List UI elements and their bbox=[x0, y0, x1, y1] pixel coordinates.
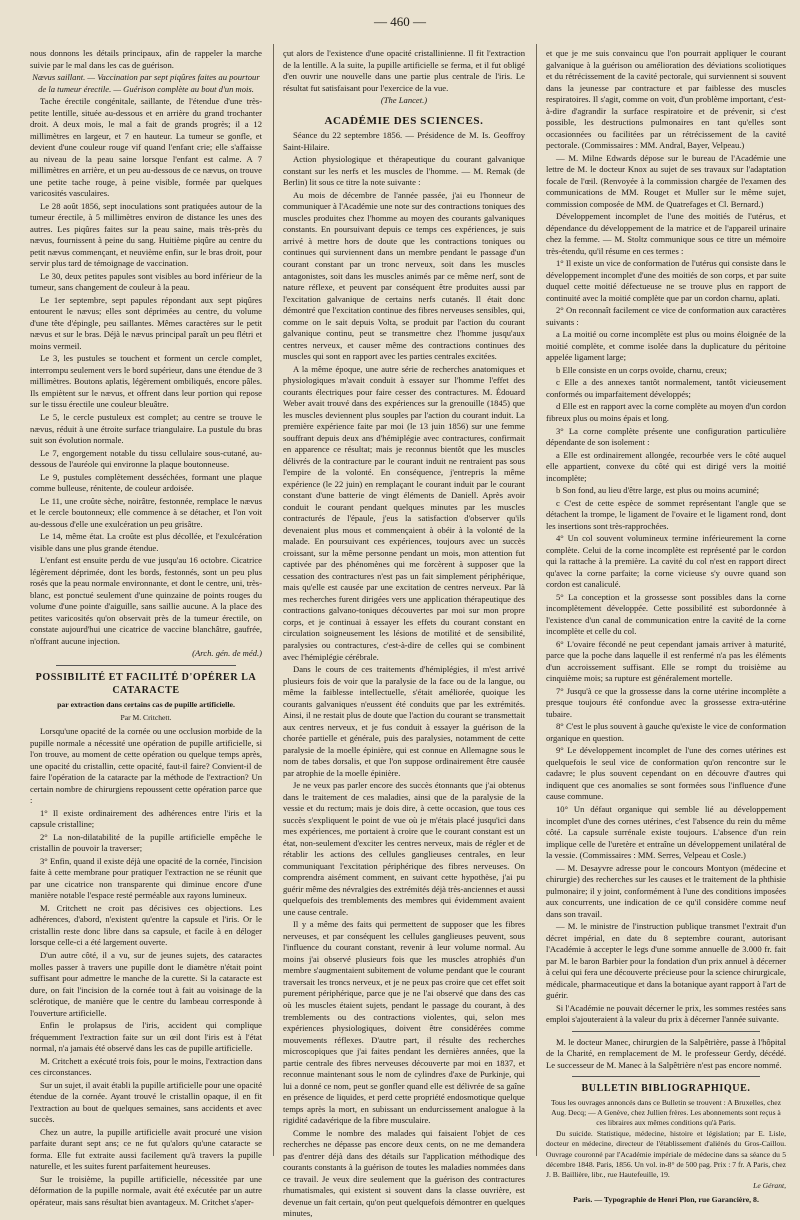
appointment-notice: M. le docteur Manec, chirurgien de la Salpêtrière, passe à l'hôpital de la Charité, en remplacement de M. le professeur Gerdy, décédé. Le successeur de M. Manec à la Salpêtrière n'est pas encore nommé. bbox=[546, 1036, 786, 1070]
academie-continued bbox=[546, 48, 786, 1026]
paragraph: 1° Il existe ordinairement des adhérences entre l'iris et la capsule cristalline; bbox=[30, 807, 262, 830]
section-rule bbox=[56, 665, 236, 666]
paragraph: Sur un sujet, il avait établi la pupille artificielle pour une opacité étendue de la cornée. Ayant trouvé le cristallin opaque, il en fit l'extraction au bout de quelques semaines, sans accidents et avec succès. bbox=[30, 1079, 262, 1125]
paragraph: Le 11, une croûte sèche, noirâtre, festonnée, remplace le nævus et le cercle boutonneux; elle commence à se détacher, et l'on voit au-dessous d'elle une exulcération un peu grisâtre. bbox=[30, 495, 262, 529]
bulletin-entry: Du suicide. Statistique, médecine, histoire et législation; par E. Lisle, docteur en médecine, directeur de l'établissement d'aliénés du Gros-Caillou. Ouvrage couronné par l'Académie impériale de médecine dans sa séance du 5 décembre 1848. Paris, 1856. Un vol. in-8° de 500 pag. Prix : 7 fr. A Paris, chez J. B. Baillière, libr., rue Hautefeuille, 19. bbox=[546, 1129, 786, 1179]
paragraph: a Elle est ordinairement allongée, recourbée vers le côté auquel elle appartient, convexe du côté qui est dirigé vers la moitié incomplète; bbox=[546, 449, 786, 483]
paragraph: — M. Desayvre adresse pour le concours Montyon (médecine et chirurgie) des recherches sur les causes et le traitement de la phthisie pulmonaire; il y joint, conformément à l'une des conditions imposées aux concurrents, une indication de ce qu'il considère comme neuf dans son travail. bbox=[546, 862, 786, 919]
paragraph: a La moitié ou corne incomplète est plus ou moins éloignée de la moitié complète, et comme isolée dans la duplicature du péritoine appelée ligament large; bbox=[546, 329, 786, 363]
paragraph: L'enfant est ensuite perdu de vue jusqu'au 16 octobre. Cicatrice légèrement déprimée, dont les bords, festonnés, sont un peu plus rosés que la peau normale environnante, et dont le centre, uni, très-blanc, est ponctué seulement d'une quinzaine de points rouges du volume d'une pointe d'aiguille, sans saillie aucune. A la place des petites varicosités qu'on observait près de la tumeur érectile, on constate aujourd'hui une cicatrice de vaccine blanchâtre, gaufrée, n'offrant aucune injection. bbox=[30, 555, 262, 646]
paragraph: M. Critchett a exécuté trois fois, pour le moins, l'extraction dans ces circonstances. bbox=[30, 1055, 262, 1078]
bulletin-heading: BULLETIN BIBLIOGRAPHIQUE. bbox=[581, 1083, 751, 1095]
paragraph: Le 9, pustules complètement desséchées, formant une plaque comme bulleuse, rénitente, de couleur ardoisée. bbox=[30, 471, 262, 494]
paragraph: çut alors de l'existence d'une opacité cristallinienne. Il fit l'extraction de la lentille. A la suite, la pupille artificielle se ferma, et il fut obligé d'en ouvrir une nouvelle dans une partie plus centrale de l'iris. Le résultat fut satisfaisant pour l'exercice de la vue. bbox=[283, 48, 525, 93]
paragraph: Nævus saillant. — Vaccination par sept piqûres faites au pourtour de la tumeur érectile. — Guérison complète au bout d'un mois. bbox=[32, 72, 260, 94]
paragraph: (The Lancet.) bbox=[380, 95, 428, 106]
cataract-article-end bbox=[283, 48, 525, 107]
bulletin-intro: Tous les ouvrages annoncés dans ce Bulletin se trouvent : A Bruxelles, chez Aug. Decq; — A Genève, chez Jullien frères. Les abonnements sont reçus à ces libraires aux mêmes conditions qu'à Paris. bbox=[551, 1097, 781, 1128]
paragraph: 9° Le développement incomplet de l'une des cornes utérines est quelquefois le seul vice de conformation qu'on rencontre sur le cadavre; le plus souvent cependant on en découvre d'autres qui indiquent que ces anomalies se sont formées sous l'influence d'une cause commune. bbox=[546, 745, 786, 802]
cataract-article-author: Par M. Critchett. bbox=[120, 713, 172, 723]
paragraph: Séance du 22 septembre 1856. — Présidence de M. Is. Geoffroy Saint-Hilaire. bbox=[283, 130, 525, 152]
case-report bbox=[30, 48, 262, 660]
paragraph: Lorsqu'une opacité de la cornée ou une occlusion morbide de la pupille normale a nécessité une opération de pupille artificielle, si l'on trouve, au moment de cette opération ou quelque temps après, une opacité du cristallin, cette opacité, faut-il faire? Convient-il de faire l'opération de la cataracte par la méthode de l'extraction? Un certain nombre de chirurgiens repoussent cette opération parce que : bbox=[30, 726, 262, 806]
paragraph: 4° Un col souvent volumineux termine inférieurement la corne complète. Celui de la corne incomplète est représenté par le cordon qui la rattache à la première. La cavité du col n'est en rapport direct qu'avec la corne parfaite; la corne vicieuse s'y ouvre quand son cordon est canaliculé. bbox=[546, 533, 786, 590]
paragraph: 8° C'est le plus souvent à gauche qu'existe le vice de conformation organique en question. bbox=[546, 721, 786, 743]
academie-heading: ACADÉMIE DES SCIENCES. bbox=[324, 114, 484, 127]
academie-session-body bbox=[283, 130, 525, 1219]
paragraph: — M. le ministre de l'instruction publique transmet l'extrait d'un décret impérial, en date du 8 septembre courant, autorisant l'Académie à accepter le legs d'une somme annuelle de 3.000 fr. fait par M. le baron Barbier pour la fondation d'un prix annuel à décerner à celui qui fera une découverte précieuse pour la science chirurgicale, médicale, pharmaceutique et dans la botanique ayant rapport à l'art de guérir. bbox=[546, 921, 786, 1001]
paragraph: c Elle a des annexes tantôt normalement, tantôt vicieusement conformés ou imparfaitement développés; bbox=[546, 377, 786, 399]
paragraph: Le 3, les pustules se touchent et forment un cercle complet, interrompu seulement vers le bord supérieur, dans une étendue de 3 millimètres. Boutons aplatis, légèrement ombiliqués, encore pâles. Ils empiètent sur le nævus, et offrent dans leur portion qui repose sur le tissu érectile une couleur bleuâtre. bbox=[30, 353, 262, 410]
paragraph: M. Critchett ne croit pas décisives ces objections. Les adhérences, d'abord, n'existent qu'entre la capsule et l'iris. Or le cristallin reste donc libre dans sa capsule, et facile à en déloger lorsque celle-ci a été largement ouverte. bbox=[30, 902, 262, 948]
paragraph: D'un autre côté, il a vu, sur de jeunes sujets, des cataractes molles passer à travers une pupille dont le diamètre n'était point suffisant pour admettre le manche de la curette. Si la cataracte est dure, on fait l'incision de la cornée tout à fait au voisinage de la sclérotique, de manière que le centre du lambeau corresponde à l'ouverture artificielle. bbox=[30, 950, 262, 1018]
column-divider bbox=[536, 44, 537, 1156]
cataract-article-subtitle: par extraction dans certains cas de pupille artificielle. bbox=[57, 699, 235, 709]
paragraph: Le 14, même état. La croûte est plus décollée, et l'exulcération visible dans une plus grande étendue. bbox=[30, 531, 262, 553]
paragraph: b Son fond, au lieu d'être large, est plus ou moins acuminé; bbox=[556, 485, 760, 496]
paragraph: Le 1er septembre, sept papules répondant aux sept piqûres entourent le nævus; elles sont déprimées au centre, du volume d'une tête d'épingle, peu saillantes. Mêmes caractères sur le petit nævus et sur le bras. Déjà le nævus principal paraît un peu flétri et moins vermeil. bbox=[30, 294, 262, 351]
paragraph: 2° La non-dilatabilité de la pupille artificielle empêche le cristallin de pouvoir la traverser; bbox=[30, 831, 262, 854]
column-3 bbox=[546, 48, 786, 1205]
paragraph: Le 30, deux petites papules sont visibles au bord inférieur de la tumeur, sans changement de couleur à la peau. bbox=[30, 270, 262, 293]
printer-imprint: Paris. — Typographie de Henri Plon, rue Garancière, 8. bbox=[573, 1195, 759, 1205]
paragraph: nous donnons les détails principaux, afin de rappeler la marche suivie par le mal dans les cas de guérison. bbox=[30, 48, 262, 70]
paragraph: Je ne veux pas parler encore des succès étonnants que j'ai obtenus dans le traitement de ces maladies, ainsi que de la paralysie de la vessie et du rectum; mais je dois dire, à cette occasion, que tous ces succès s'expliquent le point de vue où je m'étais placé jusqu'ici dans mes expériences, me portaient à croire que le courant constant est un état, non-seulement d'exciter les centres nerveux, mais de régler et de rétablir les actions des cellules ganglieuses centrales, en leur communiquant l'excitation périphérique des fibres nerveuses. On comprendra aisément comment, en suivant cette hypothèse, j'ai pu guérir même des névralgies des extrémités déjà très-anciennes et aussi quelquefois des tremblements des membres qui évidemment avaient une cause centrale. bbox=[283, 780, 525, 917]
paragraph: — M. Milne Edwards dépose sur le bureau de l'Académie une lettre de M. le docteur Knox au sujet de ses travaux sur l'adaptation focale de l'œil. (Renvoyée à la commission chargée de l'examen des communications de MM. Rouget et Muller sur le même sujet, commission composée de MM. de Quatrefages et Cl. Bernard.) bbox=[546, 152, 786, 209]
paragraph: Il y a même des faits qui permettent de supposer que les fibres nerveuses, et par conséquent les cellules ganglieuses peuvent, sous l'influence du courant constant, revenir à leur volume normal. Au moins j'ai observé plusieurs fois que les muscles atrophiés d'un membre s'augmentaient subitement de volume pendant que le courant traversait les troncs nerveux, et je ne peux pas croire que cet effet soit purement périphérique, parce que je ne l'ai observé que dans des cas où les muscles étaient sujets, pendant le passage du courant, à des tremblements ou des contractions violentes, qui, selon mes expériences physiologiques, doivent être considérées comme mouvements réflexes. D'autre part, il résulte des recherches microscopiques que j'ai faites pendant les dernières années, que la partie centrale des fibres nerveuses découverte par moi en 1837, et reconnue maintenant sous le nom de cylindres d'axe de Purkinje, qui lui a donné ce nom, peut se gonfler quand elle est délivrée de sa gaîne en présence de liquides, et perd cette propriété endosmotique quelque temps après la mort, en subissant un endurcissement analogue à la rigidité cadavérique de la fibre musculaire. bbox=[283, 919, 525, 1126]
paragraph: Tache érectile congénitale, saillante, de l'étendue d'une très-petite lentille, située au-dessous et en arrière du grand trochanter droit. A deux mois, le mal a fait de grands progrès; il a 12 millimètres en largeur, et 7 en hauteur. La tumeur se gonfle, et devient d'une couleur rouge vif quand l'enfant crie; elle s'affaisse au niveau de la peau saine lorsque l'enfant est calme. A 7 millimètres en arrière, et un peu au-dessous de ce nævus, on trouve une petite tache rouge, à peine visible, formée par quelques varicosités vasculaires. bbox=[30, 96, 262, 199]
paragraph: Dans le cours de ces traitements d'hémiplégies, il m'est arrivé plusieurs fois de voir que la paralysie de la face ou de la langue, ou même la faiblesse intellectuelle, s'était améliorée, quoique les courants galvaniques n'eussent été conduits que par les extrémités. Ainsi, il ne restait plus de doute que l'action du courant se transmettait aux centres nerveux, et je fus conduit à essayer la guérison de la chorée partielle et générale, puis des paralysies, notamment de cette paralysie de la moelle épinière, qui est connue en Allemagne sous le nom de tabes dorsalis, et que l'on suppose ordinairement être causée par atrophie de la moelle épinière. bbox=[283, 664, 525, 778]
paragraph: 5° La conception et la grossesse sont possibles dans la corne incomplètement développée. Cette possibilité est subordonnée à l'existence d'un canal de communication entre la cavité de la corne incomplète et celle du col. bbox=[546, 591, 786, 637]
paragraph: Si l'Académie ne pouvait décerner le prix, les sommes restées sans emploi s'ajouteraient à la valeur du prix à décerner l'année suivante. bbox=[546, 1002, 786, 1025]
cataract-article-body bbox=[30, 726, 262, 1208]
paragraph: Au mois de décembre de l'année passée, j'ai eu l'honneur de communiquer à l'Académie une note sur des contractions toniques des muscles produites chez l'homme au moyen des courants galvaniques constants. En poursuivant depuis ce temps ces expériences, je suis arrivé à mettre hors de doute que les contractions toniques ou continues qui surviennent dans un membre pendant le passage d'un courant constant par un tronc nerveux, soit dans les muscles antagonistes, soit dans les muscles animés par ce même nerf, sont de nature réflexe, et peuvent par conséquent être produites aussi par l'excitation galvanique de certains nerfs cutanés. Il était donc démontré que l'excitation continue des fibres nerveuses sensibles, qui, comme on le sait depuis Volta, se produit par l'action du courant galvanique continu, peut se transmettre chez l'homme jusqu'aux centres nerveux, et causer même des contractions continues des muscles qui sont en rapport avec les parties centrales excitées. bbox=[283, 189, 525, 362]
paragraph: (Arch. gén. de méd.) bbox=[192, 648, 262, 659]
column-divider bbox=[273, 44, 274, 1156]
paragraph: 6° L'ovaire fécondé ne peut cependant jamais arriver à maturité, parce que la poche dans laquelle il est renfermé n'a pas les éléments d'un accroissement suffisant. Elle se rompt du troisième au cinquième mois; sa rupture est généralement mortelle. bbox=[546, 638, 786, 684]
section-rule bbox=[572, 1031, 760, 1032]
cataract-article-title: POSSIBILITÉ ET FACILITÉ D'OPÉRER LA CATARACTE bbox=[35, 671, 257, 697]
paragraph: c C'est de cette espèce de sommet représentant l'angle que se détachent la trompe, le ligament de l'ovaire et le ligament rond, dont les insertions sont très-rapprochées. bbox=[546, 497, 786, 531]
paragraph: Le 28 août 1856, sept inoculations sont pratiquées autour de la tumeur érectile, à 5 millimètres environ de distance les unes des autres. Les piqûres faites sur la peau saine, mais très-près du nævus, fournissent à peine du sang. Huitième piqûre au centre du petit nævus commençant, et neuvième enfin, sur le bras droit, pour servir plus tard de témoignage de vaccination. bbox=[30, 200, 262, 269]
paragraph: 1° Il existe un vice de conformation de l'utérus qui consiste dans le développement incomplet d'une des moitiés de son corps, et par suite duquel cette moitié défectueuse ne se trouve plus en rapport de continuité avec la moitié complète que par un cordon charnu, aplati. bbox=[546, 258, 786, 303]
section-rule bbox=[572, 1076, 760, 1077]
paragraph: A la même époque, une autre série de recherches anatomiques et physiologiques m'avait conduit à essayer sur l'homme l'effet des courants électriques pour faire cesser des contractures. M. Édouard Weber avait trouvé dans des expériences sur la grenouille (1845) que les muscles deviennent plus souples par l'action du courant induit. La première expérience faite par moi (le 13 juin 1856) sur une femme souffrant depuis deux ans d'hémiplégie avec contractures, confirmait en apparence ce résultat; mais je reconnus bientôt que les muscles délivrés de la contracture par le courant induit ne rentraient pas sous l'empire de la volonté. En conséquence, j'entrepris la même expérience (le 22 juin) en remplaçant le courant induit par le courant constant d'une batterie de vingt éléments de Daniell. Après avoir conduit le courant pendant quelques minutes par les muscles contracturés de l'épaule, j'eus la satisfaction d'observer qu'ils devenaient plus mous et commençaient à obéir à la volonté de la malade. En poursuivant ces expériences, toujours avec un succès croissant, sur la même personne pendant un mois, mon attention fut captivée par des phénomènes qui me forcèrent à supposer que la cessation des contractures n'est pas un fait simplement périphérique, mais qu'elle est causée par une excitation de centres nerveux. Par là mes recherches furent dirigées vers une application thérapeutique des contractions galvano-toniques découvertes par moi sur mon propre corps, et je continuai à essayer les effets du courant constant en circulation soigneusement les lésions de motilité et de sensibilité, paralysies ou contractures, c'est-à-dire de celles qui se combinent avec l'hémiplégie cérébrale. bbox=[283, 363, 525, 662]
paragraph: 10° Un défaut organique qui semble lié au développement incomplet d'une des cornes utérines, c'est l'absence du rein du même côté. La capsule surrénale existe toujours. L'absence d'un rein implique celle de l'uretère et entraîne un développement unilatéral de la vessie. (Commissaires : MM. Serres, Velpeau et Cosle.) bbox=[546, 804, 786, 861]
gerant-signature: Le Gérant, bbox=[753, 1181, 786, 1191]
paragraph: Le 7, engorgement notable du tissu cellulaire sous-cutané, au-dessous de l'auréole qui environne la plaque boutonneuse. bbox=[30, 447, 262, 470]
paragraph: Comme le nombre des malades qui faisaient l'objet de ces recherches ne dépasse pas encore deux cents, on ne me demandera pas d'entrer déjà dans des détails sur l'application méthodique des courants constants à la guérison de toutes les maladies nommées dans ce travail. Je veux dire seulement que la guérison des contractures rhumatismales, qui existent si souvent dans la classe ouvrière, est devenue un fait certain, qu'on peut quelquefois démontrer en quelques minutes, bbox=[283, 1127, 525, 1219]
paragraph: 3° La corne complète présente une configuration particulière dépendante de son isolement : bbox=[546, 425, 786, 448]
paragraph: Sur le troisième, la pupille artificielle, nécessitée par une déformation de la pupille normale, avait été exécutée par un autre opérateur, mais sans résultat bien avantageux. M. Critchet s'aper- bbox=[30, 1173, 262, 1207]
paragraph: 3° Enfin, quand il existe déjà une opacité de la cornée, l'incision faite à cette membrane pour pratiquer l'extraction ne se réunit que par une cicatrice non transparente qui diminue encore d'une manière notable l'espace resté perméable aux rayons lumineux. bbox=[30, 855, 262, 901]
column-1 bbox=[30, 48, 262, 1207]
column-2 bbox=[283, 48, 525, 1219]
paragraph: Chez un autre, la pupille artificielle avait procuré une vision parfaite durant sept ans; ce ne fut qu'alors qu'une cataracte se forma. Elle fut extraite aussi facilement qu'à travers la pupille naturelle, et les suites furent parfaitement heureuses. bbox=[30, 1126, 262, 1172]
paragraph: Le 5, le cercle pustuleux est complet; au centre se trouve le nævus, réduit à une étroite surface triangulaire. La pustule du bras suit son évolution normale. bbox=[30, 411, 262, 446]
paragraph: et que je me suis convaincu que l'on pourrait appliquer le courant galvanique à la guérison ou amélioration des déviations scoliotiques et du rétrécissement de la cavité pectorale, qui surviennent si souvent dans la jeunesse par contracture et par faiblesse des muscles respiratoires. Il s'agit, comme on voit, d'un problème important, c'est-à-dire d'agrandir la surface respiratoire et de prévenir, si c'est possible, les destructions pulmonaires en tant qu'elles sont occasionnées ou facilitées par un rétrécissement de la cavité pectorale. (Commissaires : MM. Andral, Bayer, Velpeau.) bbox=[546, 48, 786, 151]
paragraph: d Elle est en rapport avec la corne complète au moyen d'un cordon fibreux plus ou moins épais et long. bbox=[546, 401, 786, 423]
paragraph: Enfin le prolapsus de l'iris, accident qui complique fréquemment l'extraction faite sur un œil dont l'iris est à l'état normal, n'a jamais été observé dans les cas de pupille artificielle. bbox=[30, 1020, 262, 1054]
paragraph: b Elle consiste en un corps ovoïde, charnu, creux; bbox=[556, 364, 727, 375]
paragraph: 7° Jusqu'à ce que la grossesse dans la corne utérine incomplète a presque toujours été confondue avec la grossesse extra-utérine tubaire. bbox=[546, 685, 786, 719]
paragraph: 2° On reconnaît facilement ce vice de conformation aux caractères suivants : bbox=[546, 305, 786, 327]
paragraph: Action physiologique et thérapeutique du courant galvanique constant sur les nerfs et les muscles de l'homme. — M. Remak (de Berlin) lit sous ce titre la note suivante : bbox=[283, 154, 525, 188]
page-number: — 460 — bbox=[374, 14, 426, 29]
paragraph: Développement incomplet de l'une des moitiés de l'utérus, et dépendance du développement de la matrice et de l'appareil urinaire chez la femme. — M. Stoltz communique sous ce titre un mémoire très-étendu, qu'il résume en ces termes : bbox=[546, 211, 786, 256]
